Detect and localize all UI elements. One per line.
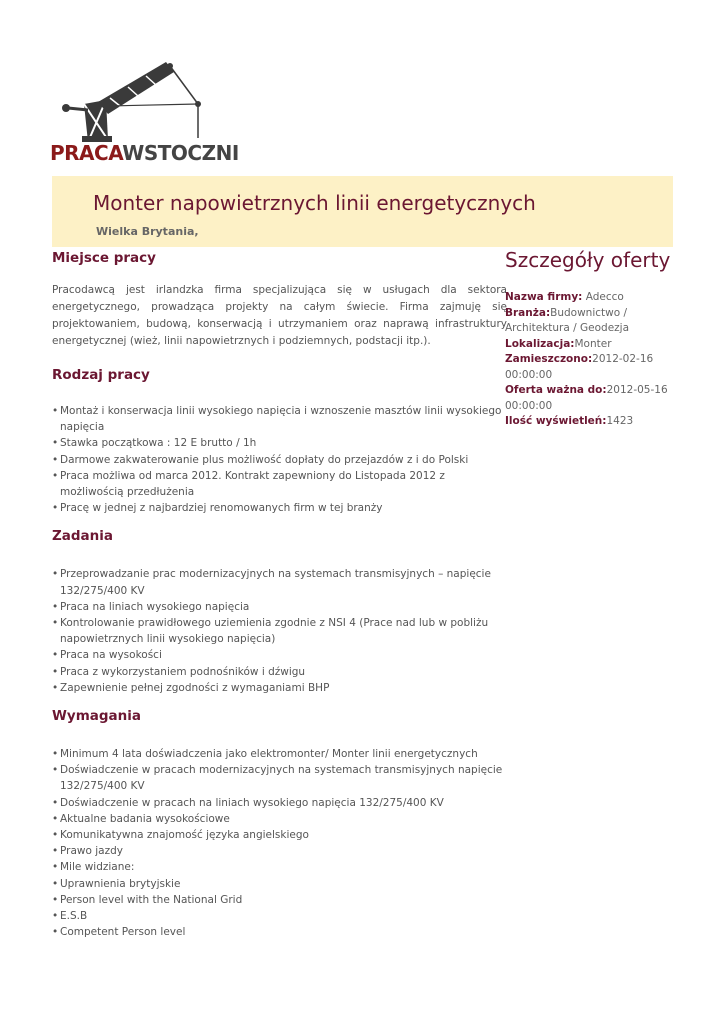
list-item: • Montaż i konserwacja linii wysokiego napięcia i wznoszenie masztów linii wysokiego napięcia <box>52 403 507 435</box>
job-header <box>52 176 673 247</box>
list-item: • Praca z wykorzystaniem podnośników i dźwigu <box>52 664 507 680</box>
section-title-workplace: Miejsce pracy <box>52 250 156 266</box>
list-item: • Zapewnienie pełnej zgodności z wymaganiami BHP <box>52 680 507 696</box>
list-item: • Praca możliwa od marca 2012. Kontrakt zapewniony do Listopada 2012 z możliwością przedłużenia <box>52 468 507 500</box>
offer-details-list <box>505 290 673 430</box>
detail-posted <box>505 352 673 383</box>
detail-value: Monter <box>574 337 612 350</box>
detail-company <box>505 290 673 306</box>
detail-value: 2012-05-16 00:00:00 <box>505 384 668 412</box>
workplace-text: Pracodawcą jest irlandzka firma specjalizująca się w usługach dla sektora energetycznego, prowadząca projekty na całym świecie. Firma zajmuję się projektowaniem, budową, konserwacją i utrzymaniem oraz naprawą infrastruktury energetycznej (wież, linii napowietrznych i podziemnych, podstacji itp.). <box>52 284 507 347</box>
detail-label: Lokalizacja: <box>505 337 575 350</box>
list-item: • Doświadczenie w pracach modernizacyjnych na systemach transmisyjnych napięcie 132/275/400 KV <box>52 762 507 794</box>
detail-views <box>505 414 673 430</box>
list-item: • Przeprowadzanie prac modernizacyjnych na systemach transmisyjnych – napięcie 132/275/400 KV <box>52 566 507 598</box>
section-title-job-type: Rodzaj pracy <box>52 367 150 383</box>
list-item: • Praca na wysokości <box>52 647 507 663</box>
list-item: • Doświadczenie w pracach na liniach wysokiego napięcia 132/275/400 KV <box>52 795 507 811</box>
offer-details-title: Szczegóły oferty <box>505 248 671 272</box>
logo-text-part2: WSTOCZNI <box>122 141 239 165</box>
detail-value: 2012-02-16 00:00:00 <box>505 353 654 381</box>
list-item: • Competent Person level <box>52 924 507 940</box>
job-description <box>52 250 507 940</box>
detail-label: Ilość wyświetleń: <box>505 415 607 427</box>
offer-details <box>505 248 673 430</box>
list-item: • Kontrolowanie prawidłowego uziemienia zgodnie z NSI 4 (Prace nad lub w pobliżu napowietrznych linii wysokiego napięcia) <box>52 615 507 647</box>
logo-text-part1: PRACA <box>50 141 123 165</box>
requirements-list <box>52 746 507 940</box>
list-item: • Pracę w jednej z najbardziej renomowanych firm w tej branży <box>52 500 507 516</box>
detail-value: Budownictwo / Architektura / Geodezja <box>505 306 630 334</box>
section-title-tasks: Zadania <box>52 528 114 545</box>
list-item: • Mile widziane: <box>52 859 507 875</box>
detail-label: Zamieszczono: <box>505 353 593 365</box>
list-item: • E.S.B <box>52 908 507 924</box>
list-item: • Stawka początkowa : 12 E brutto / 1h <box>52 435 507 451</box>
job-location: Wielka Brytania, <box>96 225 199 238</box>
list-item: • Uprawnienia brytyjskie <box>52 876 507 892</box>
tasks-list <box>52 566 507 696</box>
detail-label: Branża: <box>505 306 551 319</box>
job-type-list <box>52 403 507 516</box>
list-item: • Person level with the National Grid <box>52 892 507 908</box>
detail-industry <box>505 306 673 337</box>
list-item: • Praca na liniach wysokiego napięcia <box>52 599 507 615</box>
detail-value: Adecco <box>582 291 624 303</box>
list-item: • Aktualne badania wysokościowe <box>52 811 507 827</box>
list-item: • Komunikatywna znajomość języka angielskiego <box>52 827 507 843</box>
list-item: • Darmowe zakwaterowanie plus możliwość dopłaty do przejazdów z i do Polski <box>52 452 507 468</box>
list-item: • Prawo jazdy <box>52 843 507 859</box>
detail-label: Oferta ważna do: <box>505 384 607 396</box>
logo-text <box>50 141 239 165</box>
section-title-requirements: Wymagania <box>52 708 141 725</box>
list-item: • Minimum 4 lata doświadczenia jako elektromonter/ Monter linii energetycznych <box>52 746 507 762</box>
detail-location <box>505 337 673 353</box>
detail-value: 1423 <box>606 415 634 427</box>
job-title: Monter napowietrznych linii energetycznych <box>93 191 536 215</box>
detail-label: Nazwa firmy: <box>505 291 583 303</box>
detail-valid <box>505 383 673 414</box>
